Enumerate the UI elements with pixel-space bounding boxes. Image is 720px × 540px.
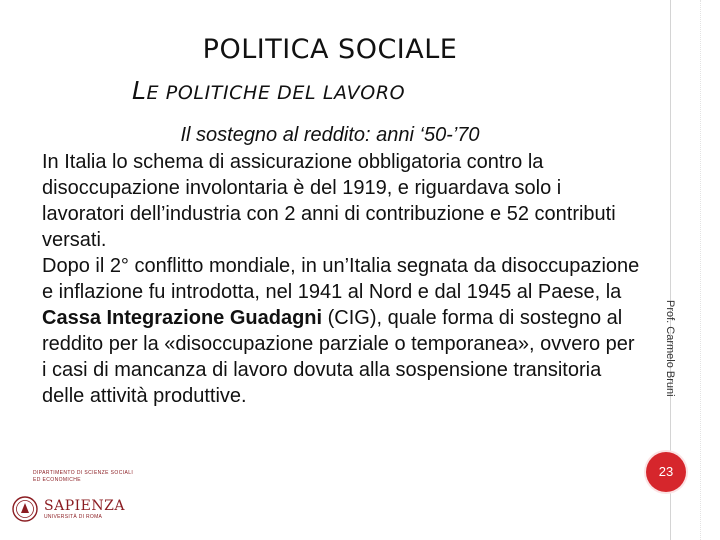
- university-logo-text: [44, 498, 125, 521]
- vertical-rule-dotted: [700, 0, 701, 540]
- department-line-2: ED ECONOMICHE: [33, 477, 81, 483]
- university-sub: UNIVERSITÀ DI ROMA: [44, 514, 103, 520]
- paragraph-2-end: (CIG), quale forma di sostegno al reddito per la «disoccupazione parziale o temporanea», ovvero per i casi di mancanza di lavoro dovuta alla sospensione transitoria delle attività produttive.: [42, 307, 635, 407]
- subtitle-rest: E POLITICHE DEL LAVORO: [146, 82, 406, 104]
- university-name: SAPIENZA: [44, 498, 125, 514]
- author-credit: Prof. Carmelo Bruni: [664, 300, 676, 397]
- paragraph-2-start: Dopo il 2° conflitto mondiale, in un’Italia segnata da disoccupazione e inflazione fu introdotta, nel 1941 al Nord e dal 1945 al Paese, la: [42, 255, 640, 303]
- paragraph-1: In Italia lo schema di assicurazione obbligatoria contro la disoccupazione involontaria è del 1919, e riguardava solo i lavoratori dell’industria con 2 anni di contribuzione e 52 contributi versati.: [42, 151, 616, 251]
- section-heading: Il sostegno al reddito: anni ‘50-’70: [180, 124, 480, 146]
- body-text: [42, 149, 642, 409]
- slide-subtitle: [132, 76, 405, 105]
- university-seal-icon: [12, 494, 38, 524]
- paragraph-2: [42, 253, 642, 409]
- slide-title: POLITICA SOCIALE: [202, 34, 458, 65]
- university-logo: [12, 494, 125, 528]
- cig-bold-term: Cassa Integrazione Guadagni: [42, 307, 323, 329]
- department-logo: [33, 470, 163, 492]
- subtitle-initial: L: [132, 76, 147, 105]
- page-number-badge: 23: [646, 452, 686, 492]
- department-line-1: DIPARTIMENTO DI SCIENZE SOCIALI: [33, 470, 134, 476]
